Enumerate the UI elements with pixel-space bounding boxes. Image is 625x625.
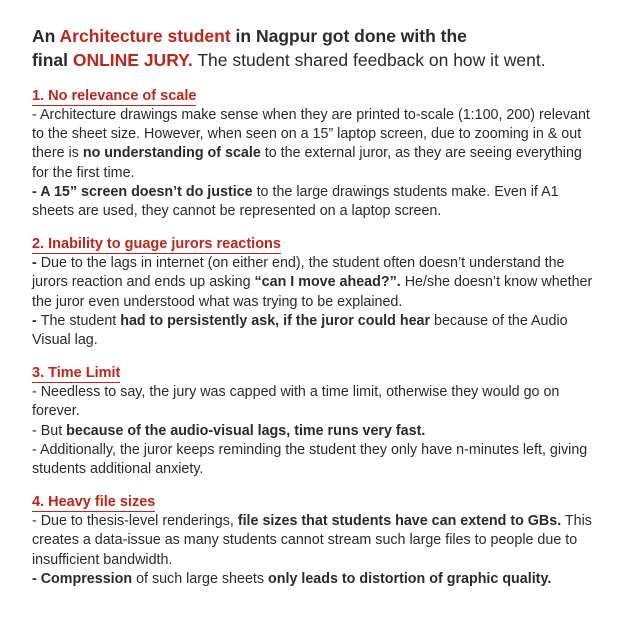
title-highlight-student: Architecture student <box>59 26 231 46</box>
section-file-sizes <box>32 493 593 589</box>
section-heading: 2. Inability to guage jurors reactions <box>32 236 281 253</box>
text: - Architecture drawings make sense when they are printed to-scale (1:100, 200) relevant to the sheet size. However, when seen on a 15” laptop screen, due to zooming in & out there is <box>32 107 590 162</box>
section-paragraph <box>32 312 593 350</box>
bold-text: file sizes that students have can extend to GBs. <box>237 513 562 530</box>
bold-text: no understanding of scale <box>82 145 261 162</box>
text: He/she doesn’t know whether the juror even understood what was trying to be explained. <box>32 274 593 310</box>
title-text: in Nagpur got done with the <box>230 26 467 46</box>
section-time-limit <box>32 364 593 479</box>
bold-text: because of the audio-visual lags, time runs very fast. <box>66 422 426 439</box>
text: Due to the lags in internet (on either end), the student often doesn’t understand the jurors reaction and ends up asking <box>32 255 565 291</box>
bold-text: only leads to distortion of graphic quality. <box>268 570 552 587</box>
text: because of the Audio Visual lag. <box>32 312 568 349</box>
title-subtext: The student shared feedback on how it went. <box>192 50 546 70</box>
title-text: final <box>32 50 73 70</box>
section-paragraph <box>32 441 593 479</box>
text: This creates a data-issue as many students cannot stream such large files to people due to insufficient bandwidth. <box>32 513 592 568</box>
text: The student <box>40 312 121 329</box>
page-title <box>32 24 593 72</box>
section-paragraph <box>32 512 593 570</box>
section-paragraph <box>32 183 593 221</box>
text: - Due to thesis-level renderings, <box>32 513 238 530</box>
section-reactions <box>32 235 593 350</box>
section-paragraph <box>32 106 593 183</box>
section-paragraph <box>32 422 593 441</box>
bold-text: - A 15” screen doesn’t do justice <box>32 183 253 200</box>
section-scale <box>32 87 593 221</box>
text: of such large sheets <box>132 570 268 587</box>
text: - But <box>32 422 67 439</box>
title-highlight-jury: ONLINE JURY. <box>72 50 193 70</box>
bold-text: Compression <box>40 570 133 587</box>
text: to the large drawings students make. Even if A1 sheets are used, they cannot be represented on a laptop screen. <box>32 183 559 220</box>
title-text: An <box>32 26 60 46</box>
section-paragraph <box>32 383 593 421</box>
section-heading: 3. Time Limit <box>32 365 121 382</box>
section-heading: 1. No relevance of scale <box>32 88 197 104</box>
bold-text: - <box>32 255 41 272</box>
bold-text: “can I move ahead?”. <box>254 274 401 291</box>
section-paragraph <box>32 570 593 589</box>
section-heading: 4. Heavy file sizes <box>32 494 156 511</box>
text: - Additionally, the juror keeps reminding the student they only have n-minutes left, giving students additional anxiety. <box>32 441 588 478</box>
text: - Needless to say, the jury was capped with a time limit, otherwise they would go on forever. <box>32 384 560 420</box>
bold-text: - <box>32 570 41 587</box>
section-paragraph <box>32 254 593 312</box>
bold-text: had to persistently ask, if the juror could hear <box>120 312 431 329</box>
bold-text: - <box>32 312 41 329</box>
text: to the external juror, as they are seeing everything for the first time. <box>32 145 582 181</box>
